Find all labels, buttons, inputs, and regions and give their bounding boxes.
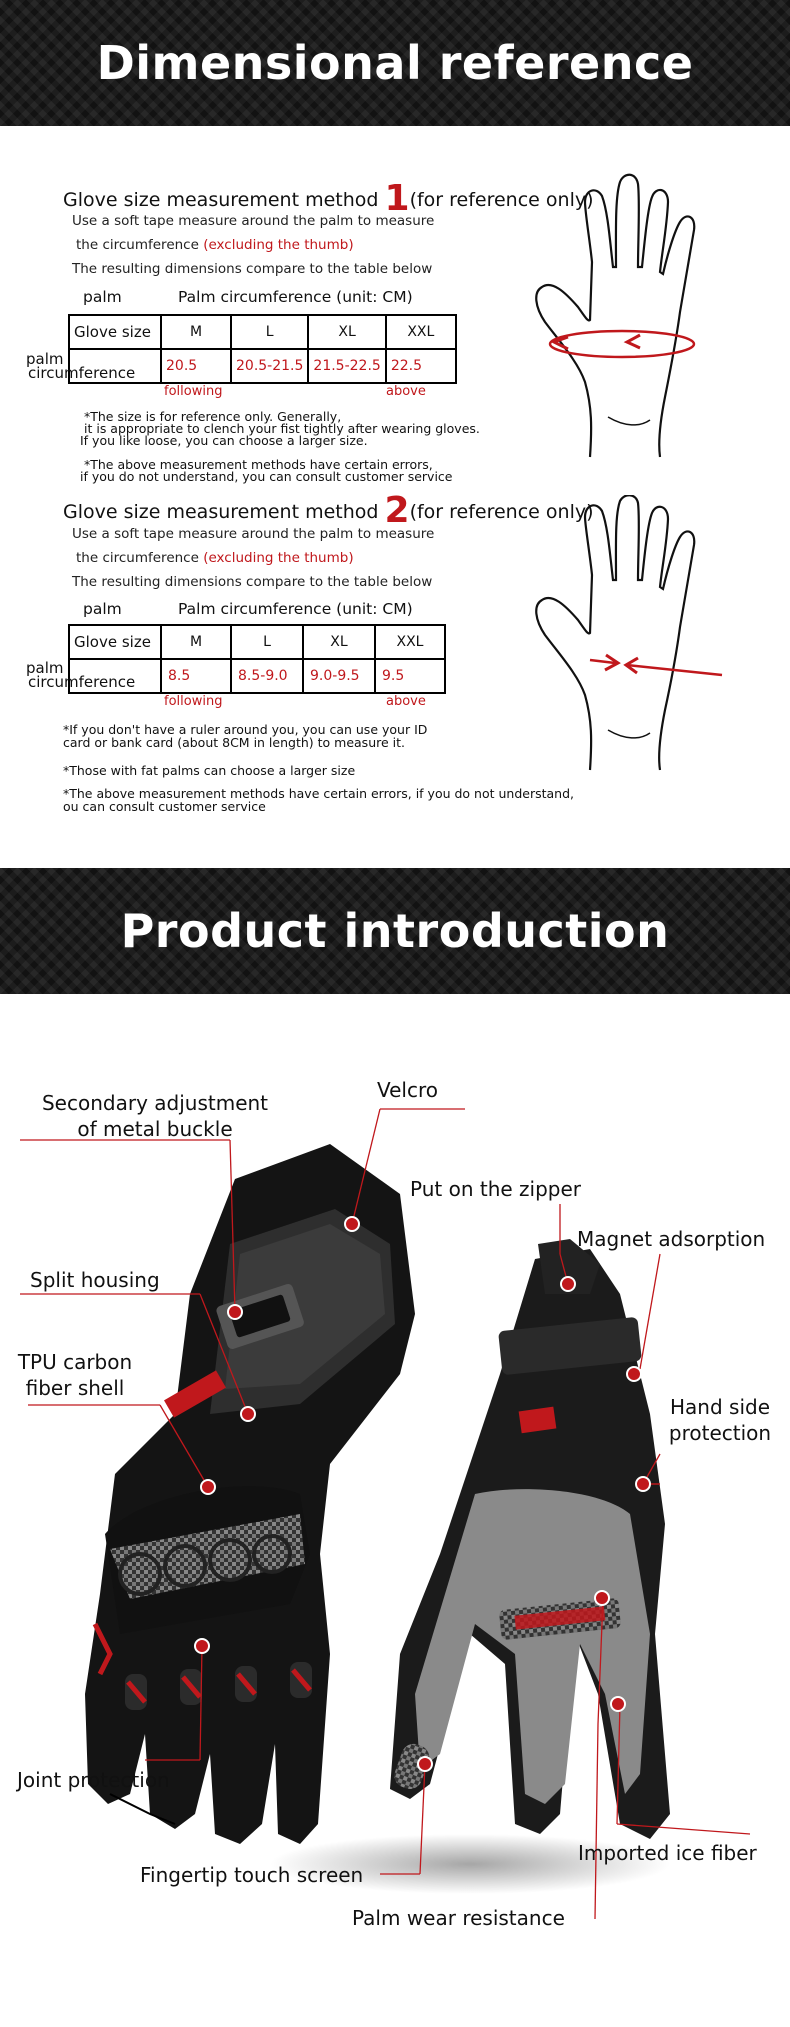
instruction-line: the circumference (excluding the thumb): [76, 550, 354, 566]
above-label: above: [386, 694, 426, 709]
note-line: *The above measurement methods have certain errors, if you do not understand,: [63, 786, 575, 801]
size-cell: XXL: [386, 315, 456, 349]
callout-split-housing: Split housing: [30, 1268, 160, 1292]
size-cell: M: [161, 315, 231, 349]
marker-dot: [595, 1591, 609, 1605]
marker-dot: [241, 1407, 255, 1421]
instruction-line: The resulting dimensions compare to the table below: [72, 261, 433, 277]
callout-hand-side-protection: Hand side protection: [668, 1395, 772, 1445]
callout-joint-protection: Joint protection: [17, 1768, 170, 1792]
marker-dot: [345, 1217, 359, 1231]
callout-palm-wear-resistance: Palm wear resistance: [352, 1906, 565, 1930]
instruction-line: Use a soft tape measure around the palm to measure: [72, 526, 435, 542]
instruction-line: Use a soft tape measure around the palm to measure: [72, 213, 435, 229]
size-cell: L: [231, 625, 303, 659]
marker-dot: [611, 1697, 625, 1711]
circumference-label: palm circumference: [26, 350, 136, 382]
method-number: 1: [384, 178, 410, 219]
palm-label: palm: [83, 288, 122, 306]
callout-put-on-zipper: Put on the zipper: [410, 1177, 582, 1201]
size-cell: M: [161, 625, 231, 659]
callout-tpu-carbon: TPU carbon fiber shell: [17, 1350, 133, 1400]
value-cell: 20.5: [161, 349, 231, 383]
palm-circumference-header: Palm circumference (unit: CM): [178, 288, 413, 306]
marker-dot: [418, 1757, 432, 1771]
note-line: it is appropriate to clench your fist tightly after wearing gloves.: [84, 421, 480, 436]
callout-velcro: Velcro: [377, 1078, 439, 1102]
value-cell: 9.5: [375, 659, 445, 693]
note-line: *The size is for reference only. Generally,: [84, 409, 342, 424]
value-cell: 8.5-9.0: [231, 659, 303, 693]
note-line: ou can consult customer service: [63, 799, 266, 814]
marker-dot: [561, 1277, 575, 1291]
value-cell: 20.5-21.5: [231, 349, 308, 383]
section-title: Dimensional reference: [96, 36, 694, 90]
glove-size-label: Glove size: [69, 315, 161, 349]
gloves-illustration: [0, 994, 790, 2027]
note-line: If you like loose, you can choose a larger size.: [80, 433, 368, 448]
method-title: Glove size measurement method 2(for reference only): [63, 490, 594, 531]
note-line: *Those with fat palms can choose a larger size: [63, 763, 356, 778]
marker-dot: [201, 1480, 215, 1494]
left-glove: [85, 1144, 415, 1844]
above-label: above: [386, 384, 426, 399]
value-cell: 8.5: [161, 659, 231, 693]
palm-circumference-header: Palm circumference (unit: CM): [178, 600, 413, 618]
following-label: following: [164, 384, 223, 399]
circumference-label: palm circumference: [26, 659, 136, 691]
instruction-line: The resulting dimensions compare to the table below: [72, 574, 433, 590]
hand-diagram-1: [530, 172, 750, 462]
marker-dot: [195, 1639, 209, 1653]
note-line: card or bank card (about 8CM in length) to measure it.: [63, 735, 405, 750]
note-line: if you do not understand, you can consult customer service: [80, 469, 453, 484]
callout-fingertip-touch-screen: Fingertip touch screen: [140, 1863, 364, 1887]
value-cell: 9.0-9.5: [303, 659, 375, 693]
callout-secondary-adjustment: Secondary adjustment of metal buckle: [41, 1091, 269, 1141]
method-title: Glove size measurement method 1(for reference only): [63, 178, 594, 219]
size-cell: XXL: [375, 625, 445, 659]
note-line: *If you don't have a ruler around you, you can use your ID: [63, 722, 428, 737]
hand-diagram-2: [530, 495, 750, 775]
instruction-line: the circumference (excluding the thumb): [76, 237, 354, 253]
product-introduction-banner: [0, 868, 790, 994]
method-number: 2: [384, 490, 410, 531]
following-label: following: [164, 694, 223, 709]
marker-dot: [627, 1367, 641, 1381]
marker-dot: [228, 1305, 242, 1319]
size-cell: XL: [303, 625, 375, 659]
callout-imported-ice-fiber: Imported ice fiber: [578, 1841, 757, 1865]
size-cell: L: [231, 315, 308, 349]
size-cell: XL: [308, 315, 385, 349]
section-title: Product introduction: [120, 904, 670, 958]
palm-label: palm: [83, 600, 122, 618]
right-glove: [390, 1239, 670, 1839]
value-cell: 21.5-22.5: [308, 349, 385, 383]
dimensional-reference-banner: [0, 0, 790, 126]
note-line: *The above measurement methods have certain errors,: [84, 457, 433, 472]
glove-size-label: Glove size: [69, 625, 161, 659]
value-cell: 22.5: [386, 349, 456, 383]
marker-dot: [636, 1477, 650, 1491]
callout-magnet-adsorption: Magnet adsorption: [577, 1227, 766, 1251]
